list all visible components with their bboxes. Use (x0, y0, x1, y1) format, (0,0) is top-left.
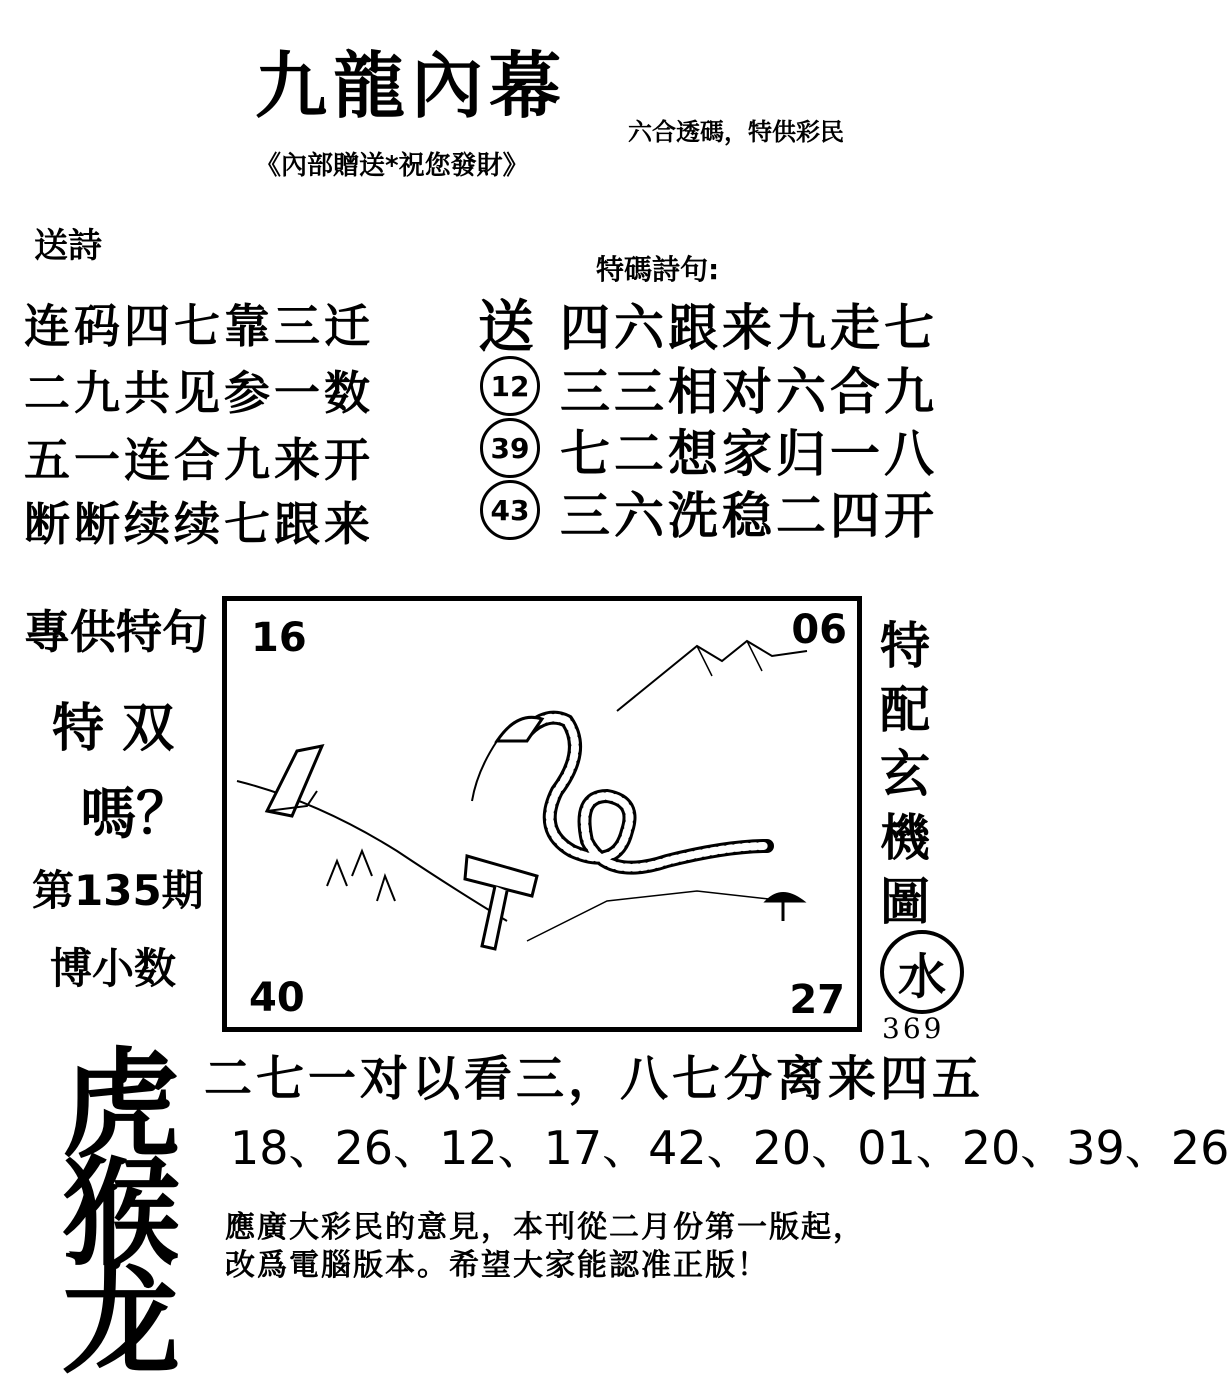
vertical-char-2: 配 (880, 681, 930, 739)
poem-heading: 送詩 (34, 226, 102, 266)
notice-line-2: 改爲電腦版本。希望大家能認准正版！ (225, 1248, 769, 1283)
vertical-char-4: 機 (880, 809, 930, 867)
corner-bottom-left: 40 (249, 975, 305, 1021)
special-heading: 專供特句 (24, 605, 208, 659)
snake-illustration (227, 601, 857, 1027)
number-list: 18、26、12、17、42、20、01、20、39、26 (230, 1121, 1229, 1175)
ground-line (527, 891, 787, 941)
badge-12: 12 (480, 356, 540, 416)
tents (327, 851, 395, 901)
mushroom (767, 894, 802, 922)
special-line-2: 三三相对六合九 (560, 363, 938, 421)
badge-39: 39 (480, 418, 540, 478)
poem-line-3: 五一连合九来开 (24, 433, 374, 487)
signpost-pole (482, 886, 507, 949)
zodiac-1: 虎 (62, 1035, 181, 1174)
notice-line-1: 應廣大彩民的意見，本刊從二月份第一版起， (225, 1210, 865, 1245)
vertical-char-5: 圖 (880, 873, 930, 931)
snake-tongue (472, 741, 497, 801)
riddle-line: 二七一对以看三，八七分离来四五 (204, 1051, 985, 1107)
poem-line-1: 连码四七靠三迁 (24, 299, 374, 353)
corner-top-left: 16 (251, 615, 307, 661)
zodiac-2: 猴 (62, 1143, 181, 1282)
left-line-1: 特 双 (52, 699, 175, 759)
special-line-4: 三六洗稳二四开 (560, 487, 938, 545)
element-badge: 水 (880, 930, 964, 1014)
issue-number: 第135期 (32, 866, 204, 915)
page-title: 九龍內幕 (255, 43, 568, 128)
illustration-frame (222, 596, 862, 1032)
snake-head (497, 717, 542, 741)
element-numbers: 369 (882, 1012, 945, 1045)
corner-bottom-right: 27 (789, 977, 845, 1023)
special-poem-heading: 特碼詩句: (596, 253, 720, 286)
vertical-char-3: 玄 (880, 745, 930, 803)
vertical-char-1: 特 (880, 617, 930, 675)
special-line-1: 四六跟来九走七 (560, 299, 938, 357)
corner-top-right: 06 (791, 607, 847, 653)
tagline: 六合透碼，特供彩民 (628, 118, 844, 146)
badge-43: 43 (480, 480, 540, 540)
zodiac-3: 龙 (62, 1251, 181, 1390)
left-line-4: 博小数 (50, 944, 177, 993)
special-line-3: 七二想家归一八 (560, 425, 938, 483)
poem-line-4: 断断续续七跟来 (24, 497, 374, 551)
left-line-2: 嗎？ (80, 782, 192, 847)
mountain-detail (697, 641, 762, 676)
send-mark: 送 (478, 295, 534, 360)
subtitle: 《內部贈送*祝您發財》 (255, 151, 529, 181)
poem-line-2: 二九共见参一数 (24, 366, 374, 420)
broken-post (267, 746, 322, 816)
